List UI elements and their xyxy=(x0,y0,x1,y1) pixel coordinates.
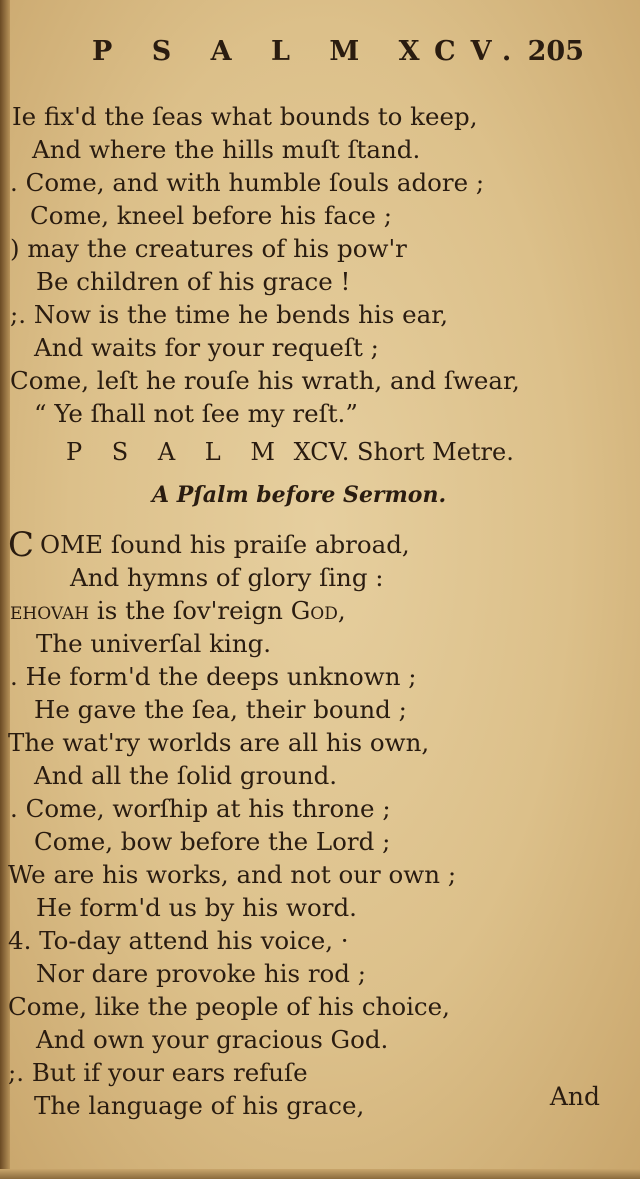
drop-cap: C xyxy=(8,525,35,565)
verse-line: He form'd us by his word. xyxy=(36,893,357,922)
verse-line: And hymns of glory ſing : xyxy=(70,563,384,592)
verse-line: . Come, worſhip at his throne ; xyxy=(10,794,391,823)
verse-line-middle: is the ſov'reign xyxy=(89,596,291,625)
verse-line: Nor dare provoke his rod ; xyxy=(36,959,367,988)
verse-line: ) may the creatures of his pow'r xyxy=(10,234,407,263)
psalm-subtitle: A Pſalm before Sermon. xyxy=(152,482,447,508)
catchword: And xyxy=(549,1082,600,1111)
verse-line: We are his works, and not our own ; xyxy=(8,860,457,889)
verse-line: Come, like the people of his choice, xyxy=(8,992,450,1021)
verse-line: . Come, and with humble ſouls adore ; xyxy=(10,168,485,197)
verse-line: ;. But if your ears refuſe xyxy=(8,1058,308,1087)
verse-line: And own your gracious God. xyxy=(36,1025,389,1054)
verse-line: Come, leſt he rouſe his wrath, and ſwear, xyxy=(10,366,520,395)
verse-line: He gave the ſea, their bound ; xyxy=(34,695,407,724)
verse-line: Be children of his grace ! xyxy=(36,267,351,296)
verse-line-first: OME ſound his praiſe abroad, xyxy=(40,530,410,559)
page-number: 205 xyxy=(527,36,584,67)
verse-line: Ie fix'd the ſeas what bounds to keep, xyxy=(12,102,478,131)
verse-line: . He form'd the deeps unknown ; xyxy=(10,662,417,691)
smallcap-jehovah: ehovah xyxy=(10,596,90,625)
verse-line-jehovah xyxy=(10,596,346,626)
running-head: P S A L M XCV. xyxy=(92,36,527,67)
verse-line: “ Ye ſhall not ſee my reſt.” xyxy=(34,399,358,428)
verse-line: The wat'ry worlds are all his own, xyxy=(8,728,430,757)
verse-line: The univerſal king. xyxy=(36,629,272,658)
verse-line: And where the hills muſt ſtand. xyxy=(32,135,421,164)
psalm-heading-letters: P S A L M xyxy=(66,438,286,466)
smallcap-god: God xyxy=(290,596,338,625)
psalm-heading-meter: Short Metre. xyxy=(357,438,514,466)
verse-line: 4. To-day attend his voice, · xyxy=(8,926,349,955)
verse-line: Come, kneel before his face ; xyxy=(30,201,392,230)
page-bottom-edge xyxy=(0,1169,640,1179)
verse-line: And waits for your requeſt ; xyxy=(34,333,379,362)
verse-line: And all the ſolid ground. xyxy=(34,761,338,790)
psalm-heading xyxy=(66,438,514,466)
verse-line-end: , xyxy=(337,596,346,625)
verse-line: ;. Now is the time he bends his ear, xyxy=(10,300,449,329)
verse-line: Come, bow before the Lord ; xyxy=(34,827,391,856)
psalm-heading-number: XCV. xyxy=(293,438,350,466)
verse-line: The language of his grace, xyxy=(34,1091,365,1120)
